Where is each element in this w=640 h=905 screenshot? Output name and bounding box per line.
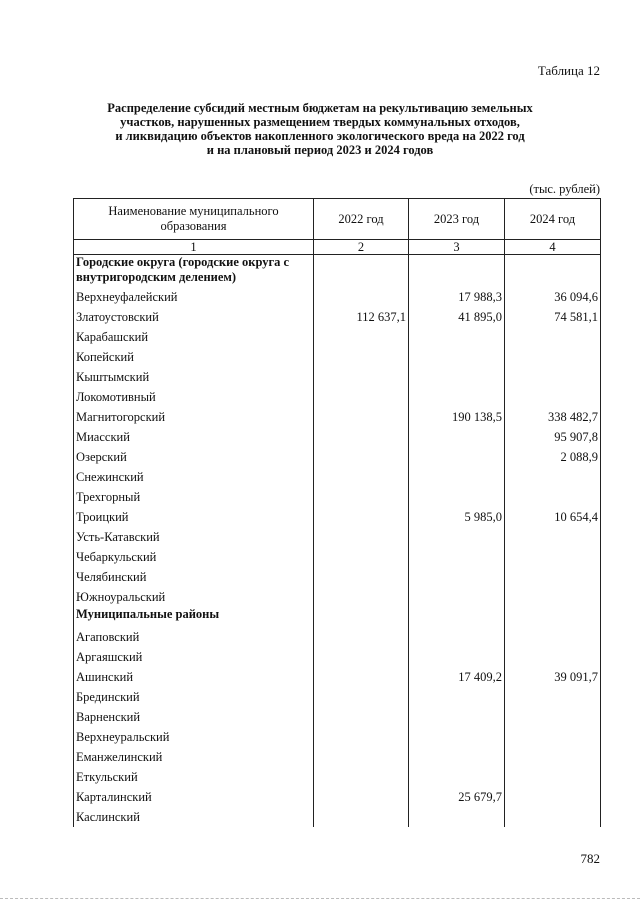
value-2023-cell (409, 727, 505, 747)
column-number: 2 (314, 240, 409, 255)
municipality-name-cell: Усть-Катавский (74, 527, 314, 547)
value-2024-cell (505, 647, 601, 667)
value-2022-cell (314, 667, 409, 687)
value-2022-cell (314, 387, 409, 407)
header-2022: 2022 год (314, 199, 409, 240)
value-2023-cell: 5 985,0 (409, 507, 505, 527)
value-2022-cell (314, 367, 409, 387)
value-2022-cell (314, 327, 409, 347)
value-2024-cell (505, 807, 601, 827)
header-2024: 2024 год (505, 199, 601, 240)
value-2023-cell (409, 347, 505, 367)
value-2024-cell (505, 547, 601, 567)
table-row (74, 447, 601, 467)
municipality-name-cell: Карталинский (74, 787, 314, 807)
table-row (74, 627, 601, 647)
value-2022-cell (314, 407, 409, 427)
municipality-name-cell: Чебаркульский (74, 547, 314, 567)
header-municipality: Наименование муниципального образования (74, 199, 314, 240)
title-line: Распределение субсидий местным бюджетам на рекультивацию земельных (107, 101, 533, 115)
value-2023-cell (409, 647, 505, 667)
value-2022-cell (314, 587, 409, 607)
value-2024-cell: 36 094,6 (505, 287, 601, 307)
municipality-name-cell: Каслинский (74, 807, 314, 827)
municipality-name-cell: Верхнеуфалейский (74, 287, 314, 307)
value-2022-cell (314, 427, 409, 447)
value-2024-cell (505, 367, 601, 387)
column-number: 3 (409, 240, 505, 255)
value-2022-cell (314, 647, 409, 667)
value-2022-cell (314, 607, 409, 627)
value-2024-cell (505, 687, 601, 707)
value-2023-cell (409, 447, 505, 467)
value-2024-cell (505, 387, 601, 407)
table-row (74, 347, 601, 367)
value-2024-cell (505, 727, 601, 747)
value-2022-cell (314, 487, 409, 507)
value-2023-cell (409, 607, 505, 627)
municipality-name-cell: Еманжелинский (74, 747, 314, 767)
section-row (74, 607, 601, 627)
table-row (74, 527, 601, 547)
value-2024-cell: 338 482,7 (505, 407, 601, 427)
table-row (74, 427, 601, 447)
value-2022-cell (314, 255, 409, 288)
table-row (74, 407, 601, 427)
table-row (74, 767, 601, 787)
value-2024-cell (505, 327, 601, 347)
value-2022-cell (314, 287, 409, 307)
title-line: участков, нарушенных размещением твердых коммунальных отходов, (120, 115, 520, 129)
value-2024-cell: 74 581,1 (505, 307, 601, 327)
value-2022-cell (314, 627, 409, 647)
table-row (74, 567, 601, 587)
value-2022-cell (314, 767, 409, 787)
municipality-name-cell: Южноуральский (74, 587, 314, 607)
value-2024-cell: 39 091,7 (505, 667, 601, 687)
value-2024-cell (505, 587, 601, 607)
value-2023-cell (409, 387, 505, 407)
value-2022-cell (314, 527, 409, 547)
value-2022-cell (314, 467, 409, 487)
table-row (74, 587, 601, 607)
table-row (74, 327, 601, 347)
value-2024-cell (505, 767, 601, 787)
table-row (74, 667, 601, 687)
subsidy-table (73, 198, 601, 827)
value-2023-cell (409, 807, 505, 827)
value-2023-cell (409, 687, 505, 707)
municipality-name-cell: Трехгорный (74, 487, 314, 507)
table-row (74, 307, 601, 327)
table-row (74, 687, 601, 707)
municipality-name-cell: Еткульский (74, 767, 314, 787)
municipality-name-cell: Златоустовский (74, 307, 314, 327)
value-2023-cell (409, 567, 505, 587)
value-2022-cell (314, 507, 409, 527)
value-2022-cell: 112 637,1 (314, 307, 409, 327)
value-2023-cell (409, 767, 505, 787)
table-row (74, 507, 601, 527)
value-2023-cell (409, 327, 505, 347)
value-2022-cell (314, 547, 409, 567)
value-2023-cell: 41 895,0 (409, 307, 505, 327)
municipality-name-cell: Копейский (74, 347, 314, 367)
table-row (74, 487, 601, 507)
value-2024-cell: 10 654,4 (505, 507, 601, 527)
title-line: и на плановый период 2023 и 2024 годов (206, 143, 434, 157)
value-2023-cell (409, 527, 505, 547)
page-number: 782 (580, 851, 600, 866)
units-label: (тыс. рублей) (529, 182, 600, 196)
table-row (74, 747, 601, 767)
value-2023-cell: 17 409,2 (409, 667, 505, 687)
value-2022-cell (314, 447, 409, 467)
value-2023-cell (409, 427, 505, 447)
value-2023-cell (409, 367, 505, 387)
table-row (74, 287, 601, 307)
value-2024-cell (505, 467, 601, 487)
table-row (74, 367, 601, 387)
value-2022-cell (314, 347, 409, 367)
column-number: 4 (505, 240, 601, 255)
value-2024-cell (505, 527, 601, 547)
table-label: Таблица 12 (537, 63, 600, 78)
value-2022-cell (314, 567, 409, 587)
header-row (74, 199, 601, 240)
municipality-name-cell: Локомотивный (74, 387, 314, 407)
value-2024-cell (505, 347, 601, 367)
value-2024-cell (505, 747, 601, 767)
subsidy-table-container (73, 198, 600, 827)
value-2022-cell (314, 707, 409, 727)
value-2023-cell (409, 707, 505, 727)
municipality-name-cell: Троицкий (74, 507, 314, 527)
column-number-row (74, 240, 601, 255)
municipality-name-cell: Челябинский (74, 567, 314, 587)
value-2024-cell: 95 907,8 (505, 427, 601, 447)
municipality-name-cell: Снежинский (74, 467, 314, 487)
value-2023-cell (409, 255, 505, 288)
value-2024-cell (505, 707, 601, 727)
table-body (74, 255, 601, 828)
section-row (74, 255, 601, 288)
title-line: и ликвидацию объектов накопленного экологического вреда на 2022 год (115, 129, 525, 143)
bottom-divider (0, 898, 640, 899)
municipality-name-cell: Озерский (74, 447, 314, 467)
municipality-name-cell: Ашинский (74, 667, 314, 687)
municipality-name-cell: Муниципальные районы (74, 607, 314, 627)
value-2022-cell (314, 787, 409, 807)
value-2024-cell (505, 787, 601, 807)
value-2023-cell: 25 679,7 (409, 787, 505, 807)
municipality-name-cell: Агаповский (74, 627, 314, 647)
municipality-name-cell: Верхнеуральский (74, 727, 314, 747)
value-2024-cell: 2 088,9 (505, 447, 601, 467)
value-2022-cell (314, 747, 409, 767)
municipality-name-cell: Городские округа (городские округа с внутригородским делением) (74, 255, 314, 288)
value-2023-cell (409, 547, 505, 567)
municipality-name-cell: Кыштымский (74, 367, 314, 387)
header-2023: 2023 год (409, 199, 505, 240)
table-row (74, 727, 601, 747)
document-title (60, 101, 580, 157)
table-row (74, 707, 601, 727)
table-row (74, 387, 601, 407)
value-2023-cell (409, 627, 505, 647)
municipality-name-cell: Варненский (74, 707, 314, 727)
value-2023-cell (409, 747, 505, 767)
value-2023-cell (409, 587, 505, 607)
municipality-name-cell: Карабашский (74, 327, 314, 347)
value-2023-cell: 17 988,3 (409, 287, 505, 307)
value-2023-cell (409, 487, 505, 507)
municipality-name-cell: Миасский (74, 427, 314, 447)
municipality-name-cell: Брединский (74, 687, 314, 707)
table-row (74, 787, 601, 807)
municipality-name-cell: Аргаяшский (74, 647, 314, 667)
municipality-name-cell: Магнитогорский (74, 407, 314, 427)
value-2023-cell (409, 467, 505, 487)
table-row (74, 547, 601, 567)
value-2024-cell (505, 255, 601, 288)
value-2023-cell: 190 138,5 (409, 407, 505, 427)
table-row (74, 467, 601, 487)
value-2024-cell (505, 487, 601, 507)
value-2022-cell (314, 807, 409, 827)
value-2024-cell (505, 607, 601, 627)
table-row (74, 807, 601, 827)
column-number: 1 (74, 240, 314, 255)
value-2024-cell (505, 627, 601, 647)
table-row (74, 647, 601, 667)
value-2022-cell (314, 727, 409, 747)
value-2022-cell (314, 687, 409, 707)
value-2024-cell (505, 567, 601, 587)
